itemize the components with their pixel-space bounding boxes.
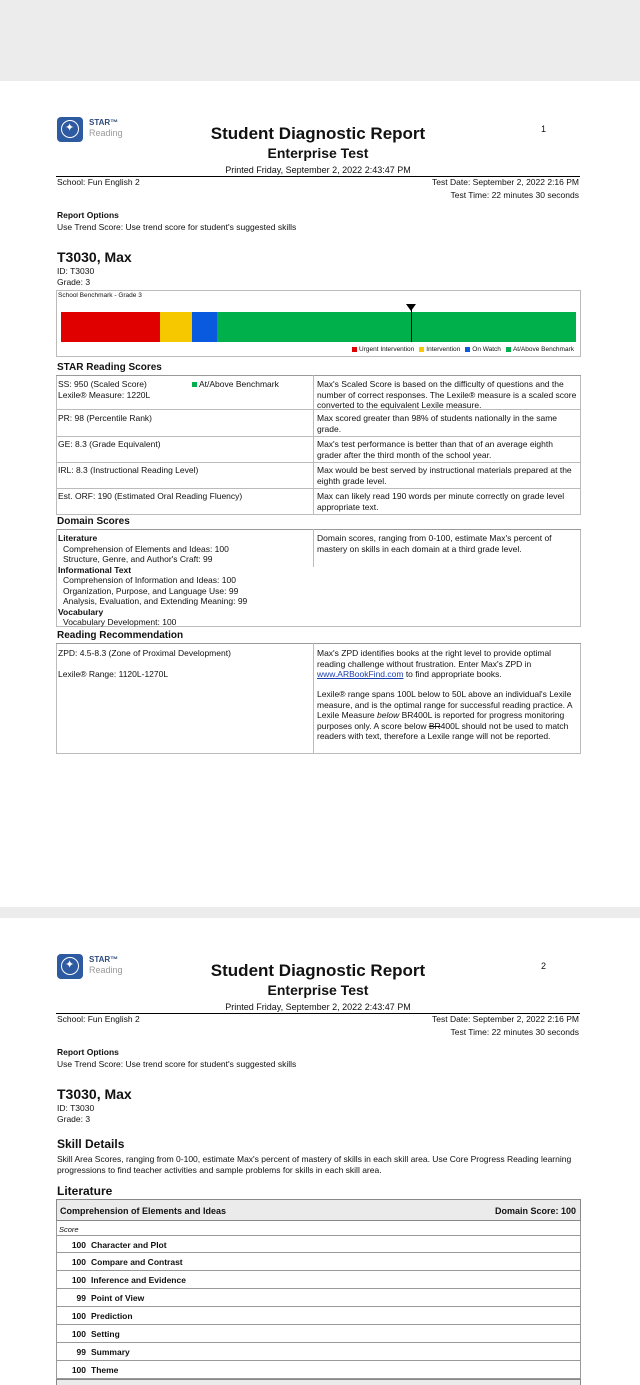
score-column-label: Score: [59, 1225, 79, 1234]
zpd-description-tail: to find appropriate books.: [403, 669, 502, 679]
logo-line-1: STAR™: [89, 955, 119, 964]
status-square-icon: [192, 382, 197, 387]
domain-score-item: Organization, Purpose, and Language Use: 99: [63, 585, 239, 596]
skill-name: Prediction: [91, 1311, 133, 1321]
skill-row: [56, 1307, 581, 1325]
next-table-header: [56, 1379, 581, 1385]
legend-square-icon: [419, 347, 424, 352]
benchmark-segment-on-watch: [192, 312, 217, 342]
skill-row: [56, 1289, 581, 1307]
logo-line-2: Reading: [89, 965, 123, 975]
literature-heading: Literature: [57, 1184, 113, 1198]
report-options-label: Report Options: [57, 1047, 119, 1057]
zpd-description-text: Max's ZPD identifies books at the right level to provide optimal reading challenge without frustration. Enter Max's ZPD in: [317, 648, 552, 669]
report-page-1: [0, 81, 640, 907]
domain-score-item: Vocabulary Development: 100: [63, 617, 177, 627]
scaled-score: SS: 950 (Scaled Score): [58, 379, 147, 389]
skill-score: 99: [76, 1293, 86, 1303]
skill-name: Point of View: [91, 1293, 145, 1303]
skill-score: 100: [71, 1329, 86, 1339]
skill-name: Setting: [91, 1329, 120, 1339]
lexile-range-description: [317, 689, 579, 742]
legend-item-label: On Watch: [472, 346, 501, 353]
benchmark-legend: [347, 346, 574, 353]
skill-name: Compare and Contrast: [91, 1257, 183, 1267]
lexile-desc-part-1: Lexile® range spans 100L below to 50L above an individual's Lexile measure, and is the optimal range for successful reading practice. A Lexile Measure: [317, 689, 573, 720]
skill-name: Character and Plot: [91, 1240, 167, 1250]
grade-equivalent: GE: 8.3 (Grade Equivalent): [58, 439, 161, 449]
lexile-desc-emphasis: below: [377, 710, 400, 720]
benchmark-segment-urgent-intervention: [61, 312, 160, 342]
skill-table-title: Comprehension of Elements and Ideas: [60, 1206, 227, 1216]
benchmark-status-text: At/Above Benchmark: [199, 379, 279, 389]
domain-score-item: Comprehension of Information and Ideas: 100: [63, 575, 236, 585]
skill-score: 100: [71, 1257, 86, 1267]
domain-score-list: [58, 533, 308, 628]
score-label-row: [56, 1221, 581, 1235]
student-name: T3030, Max: [57, 249, 132, 265]
domain-score: Domain Score: 100: [494, 1206, 576, 1216]
legend-square-icon: [465, 347, 470, 352]
student-name: T3030, Max: [57, 1086, 132, 1102]
benchmark-label: School Benchmark - Grade 3: [58, 292, 142, 299]
test-time: Test Time: 22 minutes 30 seconds: [450, 190, 579, 200]
zpd-description: [317, 648, 579, 680]
skill-details-heading: Skill Details: [57, 1137, 125, 1151]
oral-reading-fluency-description: Max can likely read 190 words per minute correctly on grade level appropriate text.: [317, 491, 565, 512]
domain-score-item: Comprehension of Elements and Ideas: 100: [63, 543, 229, 554]
report-page-2: [0, 918, 640, 1385]
skill-name: Inference and Evidence: [91, 1275, 186, 1285]
logo-line-2: Reading: [89, 128, 123, 138]
skill-score: 100: [71, 1365, 86, 1375]
skill-name: Summary: [91, 1347, 130, 1357]
domain-score-item: Analysis, Evaluation, and Extending Meaning: 99: [63, 596, 248, 606]
scaled-score-description: Max's Scaled Score is based on the difficulty of questions and the number of correct responses. The Lexile® measure is a scaled score converted to the equivalent Lexile measure.: [317, 379, 577, 410]
legend-square-icon: [506, 347, 511, 352]
skill-row: [56, 1343, 581, 1361]
recommendation-heading: Reading Recommendation: [57, 630, 184, 641]
test-date: Test Date: September 2, 2022 2:16 PM: [432, 177, 579, 187]
lexile-desc-part-3: 400L should not be used to match readers with text, therefore a Lexile range will not be reported.: [317, 720, 569, 741]
skill-table-header: [56, 1199, 581, 1221]
test-date: Test Date: September 2, 2022 2:16 PM: [432, 1014, 579, 1024]
benchmark-segment-intervention: [160, 312, 192, 342]
skill-row: [56, 1235, 581, 1253]
percentile-rank-description: Max scored greater than 98% of students nationally in the same grade.: [317, 413, 558, 434]
legend-item-label: Urgent Intervention: [359, 346, 415, 353]
scores-heading: STAR Reading Scores: [57, 362, 162, 373]
skill-score: 100: [71, 1275, 86, 1285]
skill-details-intro: Skill Area Scores, ranging from 0-100, estimate Max's percent of mastery of skills in each skill area. Use Core Progress Reading learning progressions to find teacher activities and sample problems for skills in each skill area.: [57, 1154, 572, 1175]
lexile-desc-part-2: BR400L is reported for progress monitoring purposes only. A score below: [317, 710, 565, 731]
skill-name: Theme: [91, 1365, 119, 1375]
report-title: Student Diagnostic Report: [210, 124, 426, 143]
test-time: Test Time: 22 minutes 30 seconds: [450, 1027, 579, 1037]
page-number: 1: [541, 124, 547, 134]
arbookfind-link[interactable]: www.ARBookFind.com: [317, 669, 404, 679]
percentile-rank: PR: 98 (Percentile Rank): [58, 413, 153, 423]
domain-description: Domain scores, ranging from 0-100, estimate Max's percent of mastery on skills in each domain at a third grade level.: [317, 533, 552, 554]
score-marker-line: [411, 308, 412, 342]
report-title: Student Diagnostic Report: [210, 961, 426, 980]
benchmark-status: [192, 379, 279, 390]
skill-row: [56, 1325, 581, 1343]
legend-square-icon: [352, 347, 357, 352]
domain-category: Vocabulary: [58, 606, 104, 617]
legend-item-label: At/Above Benchmark: [512, 346, 574, 353]
student-id: ID: T3030: [57, 1103, 95, 1113]
domain-category: Literature: [58, 533, 98, 543]
student-grade: Grade: 3: [57, 277, 91, 287]
report-subtitle: Enterprise Test: [267, 145, 369, 161]
domain-score-item: Structure, Genre, and Author's Craft: 99: [63, 554, 213, 564]
benchmark-segment-at-above-benchmark: [217, 312, 576, 342]
school-name: School: Fun English 2: [57, 177, 140, 187]
skill-row: [56, 1271, 581, 1289]
score-marker-triangle-icon: [406, 304, 416, 311]
printed-date: Printed Friday, September 2, 2022 2:43:47 PM: [225, 1002, 411, 1012]
page-number: 2: [541, 961, 547, 971]
student-grade: Grade: 3: [57, 1114, 91, 1124]
lexile-range: Lexile® Range: 1120L-1270L: [58, 669, 169, 679]
student-id: ID: T3030: [57, 266, 95, 276]
skill-score: 100: [71, 1240, 86, 1250]
report-options-value: Use Trend Score: Use trend score for student's suggested skills: [57, 222, 297, 232]
grade-equivalent-description: Max's test performance is better than that of an average eighth grader after the third month of the school year.: [317, 439, 553, 460]
logo-line-1: STAR™: [89, 118, 119, 127]
printed-date: Printed Friday, September 2, 2022 2:43:47 PM: [225, 165, 411, 175]
skill-row: [56, 1361, 581, 1379]
instructional-reading-level: IRL: 8.3 (Instructional Reading Level): [58, 465, 199, 475]
domain-category: Informational Text: [58, 564, 132, 575]
report-options-value: Use Trend Score: Use trend score for student's suggested skills: [57, 1059, 297, 1069]
instructional-reading-level-description: Max would be best served by instructional materials prepared at the eighth grade level.: [317, 465, 572, 486]
lexile-desc-strike: BR: [428, 720, 441, 731]
oral-reading-fluency: Est. ORF: 190 (Estimated Oral Reading Fluency): [58, 491, 243, 501]
report-subtitle: Enterprise Test: [267, 982, 369, 998]
lexile-measure: Lexile® Measure: 1220L: [58, 390, 151, 400]
skill-score: 100: [71, 1311, 86, 1321]
domain-heading: Domain Scores: [57, 516, 130, 527]
legend-item-label: Intervention: [426, 346, 461, 353]
zpd-range: ZPD: 4.5-8.3 (Zone of Proximal Development): [58, 648, 231, 658]
report-options-label: Report Options: [57, 210, 119, 220]
skill-score: 99: [76, 1347, 86, 1357]
benchmark-bar: [61, 312, 576, 342]
skill-row: [56, 1253, 581, 1271]
school-name: School: Fun English 2: [57, 1014, 140, 1024]
